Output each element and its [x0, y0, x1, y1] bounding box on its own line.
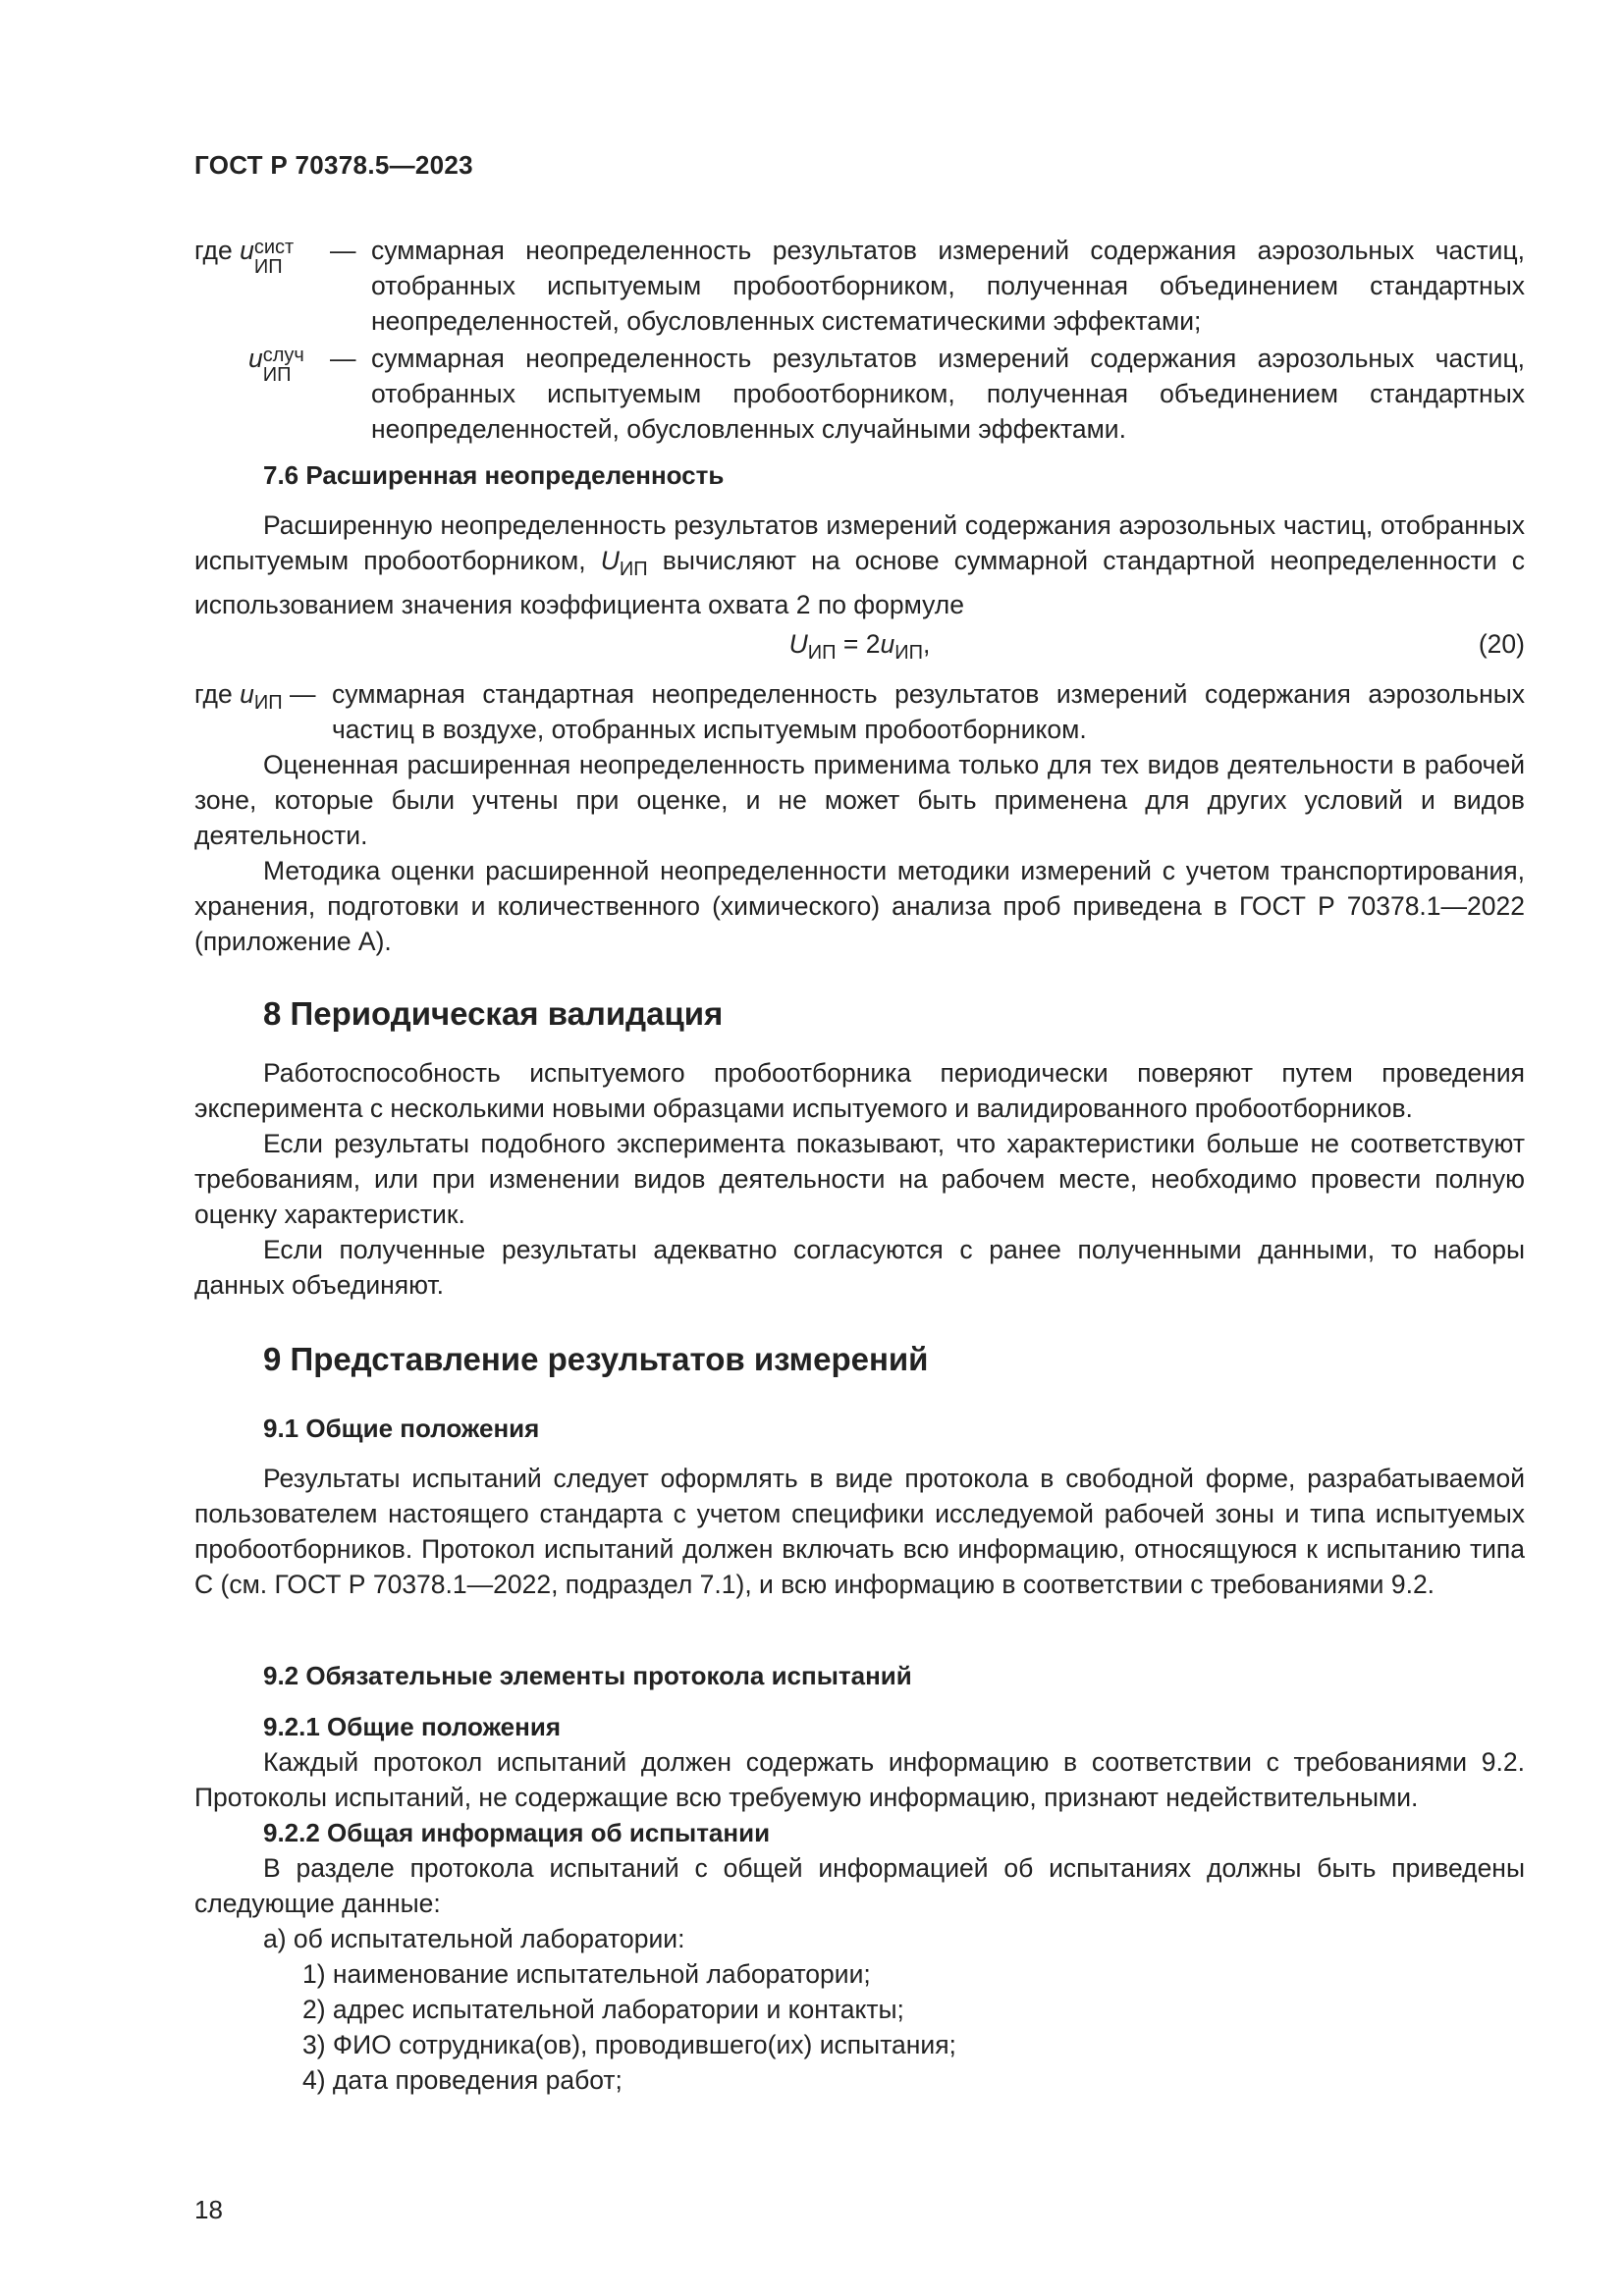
formula-number: (20): [1478, 629, 1525, 659]
definition-label: где $u_{ИП}$ —: [194, 679, 316, 714]
definition-u-sluch: [194, 341, 1525, 447]
formula-expression: $U_{ИП} = 2u_{ИП}$,: [788, 629, 931, 664]
list-item-2: 2) адрес испытательной лаборатории и контакты;: [302, 1995, 904, 2024]
section-9-2-2-paragraph: В разделе протокола испытаний с общей информацией об испытаниях должны быть приведены следующие данные:: [194, 1853, 1525, 1918]
section-9-2-2-title: 9.2.2 Общая информация об испытании: [263, 1818, 771, 1847]
list-item-4: 4) дата проведения работ;: [302, 2065, 623, 2095]
section-9-2-title: 9.2 Обязательные элементы протокола испытаний: [263, 1661, 912, 1690]
definition-u-sist: [194, 233, 1525, 339]
section-7-6-paragraph-1: Расширенную неопределенность результатов измерений содержания аэрозольных частиц, отобранных испытуемым пробоотборником, $U_{ИП}$ вычисляют на основе суммарной стандартной неопределенности с использованием значения коэффициента охвата 2 по формуле: [194, 510, 1526, 619]
definition-u-ip: [194, 676, 1525, 747]
section-7-6-title: 7.6 Расширенная неопределенность: [263, 460, 725, 490]
section-8-paragraph-1: Работоспособность испытуемого пробоотборника периодически поверяют путем проведения эксперимента с несколькими новыми образцами испытуемого и валидированного пробоотборников.: [194, 1058, 1525, 1123]
definition-text: суммарная неопределенность результатов измерений содержания аэрозольных частиц, отобранных испытуемым пробоотборником, полученная объединением стандартных неопределенностей, обусловленных систематическими эффектами;: [371, 236, 1525, 336]
section-7-6-paragraph-3: Методика оценки расширенной неопределенности методики измерений с учетом транспортирования, хранения, подготовки и количественного (химического) анализа проб приведена в ГОСТ Р 70378.1—2022 (приложение А).: [194, 856, 1525, 956]
section-9-title: 9 Представление результатов измерений: [263, 1341, 929, 1377]
section-9-1-paragraph: Результаты испытаний следует оформлять в виде протокола в свободной форме, разрабатываемой пользователем настоящего стандарта с учетом специфики исследуемой рабочей зоны и типа испытуемых пробоотборников. Протокол испытаний должен включать всю информацию, относящуюся к испытанию типа С (см. ГОСТ Р 70378.1—2022, подраздел 7.1), и всю информацию в соответствии с требованиями 9.2.: [194, 1464, 1525, 1599]
definition-text: суммарная стандартная неопределенность результатов измерений содержания аэрозольных частиц в воздухе, отобранных испытуемым пробоотборником.: [332, 679, 1525, 744]
definition-text: суммарная неопределенность результатов измерений содержания аэрозольных частиц, отобранных испытуемым пробоотборником, полученная объединением стандартных неопределенностей, обусловленных случайными эффектами.: [371, 344, 1525, 444]
section-8-paragraph-2: Если результаты подобного эксперимента показывают, что характеристики больше не соответствуют требованиям, или при изменении видов деятельности на рабочем месте, необходимо провести полную оценку характеристик.: [194, 1129, 1525, 1229]
definition-label: где u сист ИП —: [194, 236, 356, 278]
section-8-title: 8 Периодическая валидация: [263, 995, 724, 1032]
standard-header: ГОСТ Р 70378.5—2023: [194, 150, 473, 180]
definition-label: u случ ИП —: [248, 344, 356, 386]
formula-20: [194, 626, 1525, 666]
list-item-a: а) об испытательной лаборатории:: [263, 1924, 685, 1953]
section-7-6-paragraph-2: Оцененная расширенная неопределенность применима только для тех видов деятельности в рабочей зоне, которые были учтены при оценке, и не может быть применена для других условий и видов деятельности.: [194, 750, 1525, 850]
section-8-paragraph-3: Если полученные результаты адекватно согласуются с ранее полученными данными, то наборы данных объединяют.: [194, 1235, 1525, 1300]
section-9-2-1-paragraph: Каждый протокол испытаний должен содержать информацию в соответствии с требованиями 9.2. Протоколы испытаний, не содержащие всю требуемую информацию, признают недействительными.: [194, 1747, 1525, 1812]
list-item-3: 3) ФИО сотрудника(ов), проводившего(их) испытания;: [302, 2030, 956, 2059]
section-9-2-1-title: 9.2.1 Общие положения: [263, 1712, 561, 1741]
section-9-1-title: 9.1 Общие положения: [263, 1414, 540, 1443]
list-item-1: 1) наименование испытательной лаборатории;: [302, 1959, 871, 1989]
page-number: 18: [194, 2195, 223, 2224]
